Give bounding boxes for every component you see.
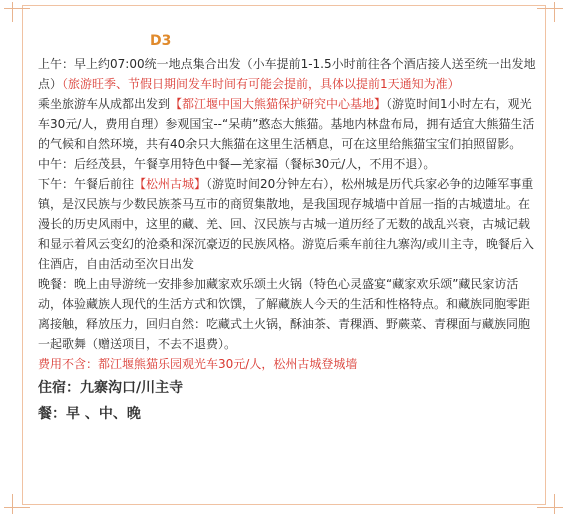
panda-base-highlight: 【都江堰中国大熊猫保护研究中心基地】	[170, 97, 387, 111]
corner-ornament-top-right	[533, 2, 563, 24]
meals-line: 餐：早 、中、晚	[38, 406, 141, 422]
day-title: D3	[150, 33, 172, 49]
morning-text: 上午：早上约07:00统一地点集合出发（小车提前1-1.5小时前往各个酒店接人送至统一出发地点）	[38, 57, 536, 91]
corner-ornament-top-left	[4, 2, 34, 24]
songzhou-highlight: 【松州古城】	[134, 177, 207, 191]
accommodation-line: 住宿：九寨沟口/川主寺	[38, 380, 184, 396]
noon-paragraph: 中午：后经茂县，午餐享用特色中餐—羌家福（餐标30元/人，不用不退）。	[38, 157, 436, 171]
corner-ornament-bottom-left	[4, 492, 34, 514]
corner-ornament-bottom-right	[533, 492, 563, 514]
morning-paragraph	[38, 54, 538, 94]
itinerary-content	[38, 54, 538, 426]
morning-note: （旅游旺季、节假日期间发车时间有可能会提前，具体以提前1天通知为准）	[62, 77, 460, 91]
panda-text-start: 乘坐旅游车从成都出发到	[38, 97, 171, 111]
afternoon-text-end: （游览时间20分钟左右），松州城是历代兵家必争的边陲军事重镇，是汉民族与少数民族茶马互市的商贸集散地，是我国现存城墙中首屈一指的古城遗址。在漫长的历史风雨中，这里的藏、羌、回、汉民族与古城一道历经了无数的战乱兴衰，古城记载和显示着风云变幻的沧桑和深沉豪迈的民族风格。游览后乘车前往九寨沟/或川主寺，晚餐后入住酒店，自由活动至次日出发	[38, 177, 535, 271]
afternoon-text-start: 下午：午餐后前往	[38, 177, 135, 191]
evening-paragraph: 晚餐：晚上由导游统一安排参加藏家欢乐颂土火锅（特色心灵盛宴“藏家欢乐颂”藏民家访活动，体验藏族人现代的生活方式和饮馔，了解藏族人今天的生活和性格特点。和藏族同胞零距离接触，释放压力，回归自然：吃藏式土火锅，酥油茶、青稞酒、野蕨菜、青稞面与藏族同胞一起歌舞（赠送项目，不去不退费）。	[38, 277, 531, 351]
panda-paragraph	[38, 94, 538, 154]
exclusions-line: 费用不含：都江堰熊猫乐园观光车30元/人，松州古城登城墙	[38, 357, 358, 371]
panda-text-end: （游览时间1小时左右，观光车30元/人，费用自理）参观国宝--“呆萌”憨态大熊猫。基地内林盘布局，拥有适宜大熊猫生活的气候和自然环境，共有40余只大熊猫在这里生活栖息，可在这里给熊猫宝宝们拍照留影。	[38, 97, 535, 151]
afternoon-paragraph	[38, 174, 538, 274]
